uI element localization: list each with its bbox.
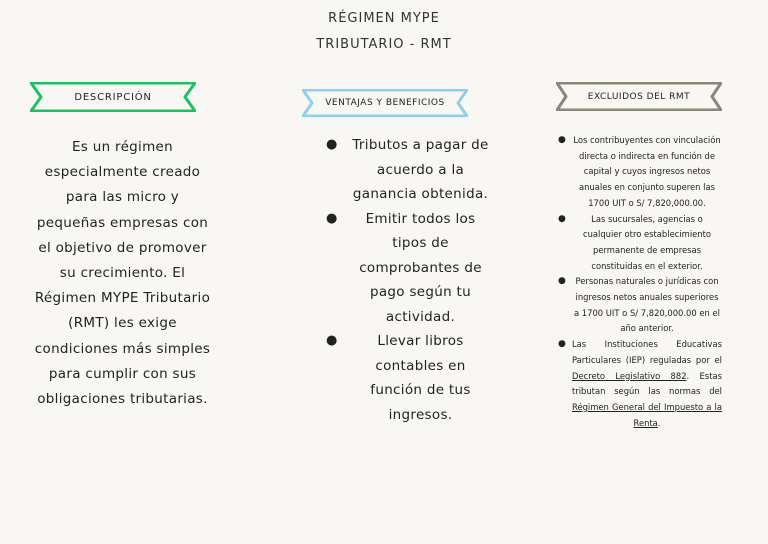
bullet-icon: ● — [326, 137, 338, 152]
excluidos-list — [550, 133, 722, 431]
descripcion-heading: DESCRIPCIÓN — [74, 91, 152, 103]
descripcion-text: Es un régimen especialmente creado para las micro y pequeñas empresas con el objetivo de promover su crecimiento. El Régimen MYPE Tributario (RMT) les exige condiciones más simples para cumplir con sus obligaciones tributarias. — [34, 139, 211, 408]
title-line-1: RÉGIMEN MYPE — [328, 11, 440, 26]
list-item-text: Personas naturales o jurídicas con ingresos netos anuales superiores a 1700 UIT o S/ 7,820,000.00 en el año anterior. — [574, 276, 720, 334]
list-item — [550, 212, 722, 275]
ventajas-list — [318, 133, 493, 427]
list-item-text: Emitir todos los tipos de comprobantes de pago según tu actividad. — [359, 210, 482, 325]
ventajas-heading: VENTAJAS Y BENEFICIOS — [325, 98, 445, 108]
excluidos-banner — [556, 82, 722, 111]
bullet-icon: ● — [558, 339, 566, 350]
title-line-2: TRIBUTARIO - RMT — [316, 37, 452, 52]
list-item-text: . — [657, 417, 661, 428]
list-item — [550, 274, 722, 337]
list-item-text: . Estas tributan según las normas del — [572, 370, 722, 397]
bullet-icon: ● — [558, 276, 566, 287]
bullet-icon: ● — [326, 333, 338, 348]
page-title — [0, 6, 768, 58]
list-item-text: Tributos a pagar de acuerdo a la ganancia obtenida. — [352, 137, 489, 202]
list-item — [318, 329, 493, 427]
list-item-text: Las Instituciones Educativas Particulares (IEP) reguladas por el — [572, 339, 722, 365]
ventajas-banner — [302, 89, 468, 117]
list-item — [550, 337, 722, 431]
bullet-icon: ● — [558, 213, 566, 224]
list-item — [318, 133, 493, 207]
list-item — [318, 207, 493, 330]
excluidos-heading: EXCLUIDOS DEL RMT — [587, 91, 691, 102]
list-item-text: Los contribuyentes con vinculación directa o indirecta en función de capital y cuyos ingresos netos anuales en conjunto superen las 1700 UIT o S/ 7,820,000.00. — [573, 135, 721, 208]
descripcion-banner — [30, 82, 196, 112]
list-item-text: Llevar libros contables en función de tus ingresos. — [370, 333, 471, 423]
list-item — [550, 133, 722, 212]
bullet-icon: ● — [558, 135, 566, 145]
regimen-general-link[interactable]: Régimen General del Impuesto a la Renta — [572, 401, 722, 428]
bullet-icon: ● — [326, 210, 338, 226]
decreto-legislativo-link[interactable]: Decreto Legislativo 882 — [572, 370, 687, 381]
list-item-text: Las sucursales, agencias o cualquier otro establecimiento permanente de empresas constituidas en el exterior. — [582, 213, 712, 271]
